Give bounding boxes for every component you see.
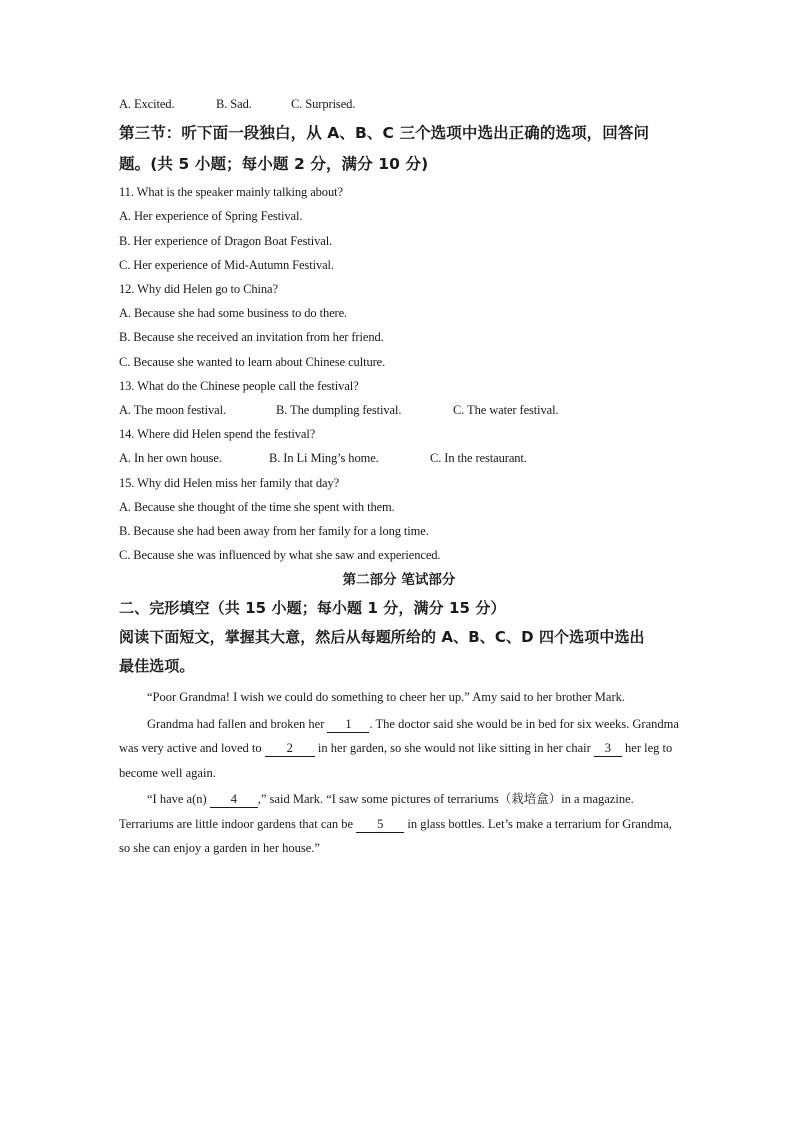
text-run: in her garden, so she would not like sitting in her chair xyxy=(314,741,594,756)
text-run: “I have a(n) xyxy=(147,792,210,807)
cloze-instruction-line2: 最佳选项。 xyxy=(119,657,195,676)
text-run: . The doctor said she would be in bed for six weeks. Grandma was very active and loved to xyxy=(119,716,679,756)
options-row xyxy=(119,398,679,422)
passage-paragraph-2 xyxy=(119,712,679,786)
option-a: A. Because she had some business to do there. xyxy=(119,306,348,321)
section3-title-line1: 第三节：听下面一段独白，从 A、B、C 三个选项中选出正确的选项，回答问 xyxy=(119,124,650,143)
option-a: A. Excited. xyxy=(119,97,175,111)
option-a: A. Her experience of Spring Festival. xyxy=(119,209,303,224)
part2-title: 第二部分 笔试部分 xyxy=(342,572,456,589)
option-c: C. Because she was influenced by what she saw and experienced. xyxy=(119,548,441,563)
option-a: A. The moon festival. xyxy=(119,403,227,418)
text-run: her leg to become well again. xyxy=(119,741,673,780)
text-run: Grandma had fallen and broken her xyxy=(147,716,328,731)
option-c: C. The water festival. xyxy=(453,403,559,418)
options-row xyxy=(119,446,679,470)
blank-1: 1 xyxy=(327,717,369,733)
blank-4: 4 xyxy=(210,792,258,808)
question-11 xyxy=(119,180,679,277)
section3-title-line2: 题。(共 5 小题；每小题 2 分，满分 10 分) xyxy=(119,155,429,174)
option-b: B. The dumpling festival. xyxy=(276,403,402,418)
text-run: ,” said Mark. “I saw some pictures of terrariums（栽培盒）in a magazine. Terrariums are little indoor gardens that can be xyxy=(119,792,634,831)
passage-paragraph-3 xyxy=(119,787,679,861)
option-c: C. Surprised. xyxy=(291,97,356,111)
option-b: B. Sad. xyxy=(216,97,252,111)
question-text: 12. Why did Helen go to China? xyxy=(119,282,278,297)
document-page xyxy=(119,92,679,861)
passage-paragraph-1: “Poor Grandma! I wish we could do something to cheer her up.” Amy said to her brother Mark. xyxy=(147,690,626,705)
cloze-instruction-line1: 阅读下面短文，掌握其大意，然后从每题所给的 A、B、C、D 四个选项中选出 xyxy=(119,628,645,647)
question-15 xyxy=(119,471,679,568)
previous-question-options xyxy=(119,92,679,116)
option-a: A. In her own house. xyxy=(119,451,222,466)
cloze-title: 二、完形填空（共 15 小题；每小题 1 分，满分 15 分） xyxy=(119,599,506,618)
option-b: B. Her experience of Dragon Boat Festival. xyxy=(119,233,333,248)
question-13 xyxy=(119,374,679,422)
option-a: A. Because she thought of the time she spent with them. xyxy=(119,499,395,514)
question-text: 14. Where did Helen spend the festival? xyxy=(119,427,316,442)
text-run: in glass bottles. Let’s make a terrarium for Grandma, so she can enjoy a garden in her house.” xyxy=(119,816,672,856)
option-b: B. Because she received an invitation from her friend. xyxy=(119,330,384,345)
blank-2: 2 xyxy=(265,741,315,757)
blank-3: 3 xyxy=(594,741,622,757)
blank-5: 5 xyxy=(356,817,404,833)
question-12 xyxy=(119,277,679,374)
option-c: C. In the restaurant. xyxy=(430,451,527,466)
question-text: 13. What do the Chinese people call the festival? xyxy=(119,378,359,393)
question-text: 11. What is the speaker mainly talking about? xyxy=(119,185,343,200)
option-b: B. Because she had been away from her family for a long time. xyxy=(119,524,429,539)
option-b: B. In Li Ming’s home. xyxy=(269,451,379,466)
option-c: C. Her experience of Mid-Autumn Festival. xyxy=(119,257,334,272)
question-14 xyxy=(119,422,679,470)
question-text: 15. Why did Helen miss her family that day? xyxy=(119,475,340,490)
option-c: C. Because she wanted to learn about Chinese culture. xyxy=(119,354,386,369)
